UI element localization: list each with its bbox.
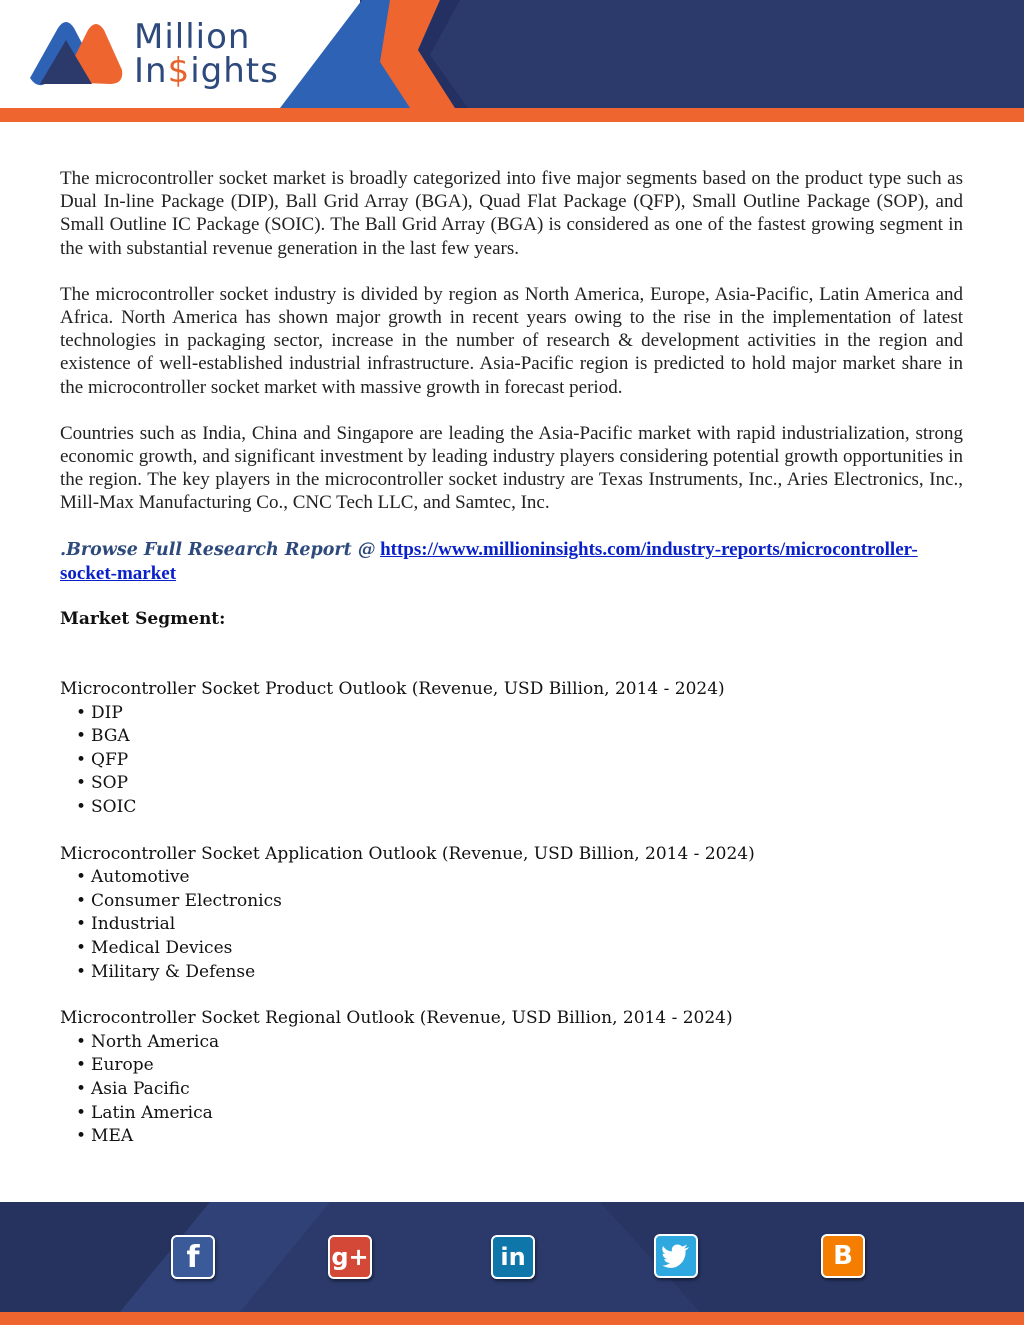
application-outlook (60, 843, 963, 985)
brand-logo (134, 17, 279, 91)
outlook-list (60, 866, 963, 984)
linkedin-glyph: in (500, 1243, 526, 1271)
browse-lead: .Browse Full Research Report @ (60, 539, 376, 560)
list-item: • QFP (76, 749, 963, 773)
brand-name-part: ights (190, 51, 279, 91)
list-item: • Consumer Electronics (76, 890, 963, 914)
product-outlook (60, 678, 963, 820)
outlook-list (60, 1031, 963, 1149)
market-segment-title: Market Segment: (60, 609, 226, 630)
list-item: • North America (76, 1031, 963, 1055)
page-header (0, 0, 1024, 122)
list-item: • SOIC (76, 796, 963, 820)
google-plus-glyph: g+ (331, 1243, 369, 1271)
twitter-bird-icon (662, 1244, 690, 1268)
list-item: • Asia Pacific (76, 1078, 963, 1102)
facebook-icon[interactable] (171, 1235, 215, 1279)
outlook-title: Microcontroller Socket Regional Outlook (Revenue, USD Billion, 2014 - 2024) (60, 1008, 733, 1029)
brand-dollar: $ (167, 51, 191, 91)
paragraph-key-players: Countries such as India, China and Singapore are leading the Asia-Pacific market with rapid industrialization, strong economic growth, and significant investment by leading industry players considering potential growth opportunities in the region. The key players in the microcontroller socket industry are Texas Instruments, Inc., Aries Electronics, Inc., Mill-Max Manufacturing Co., CNC Tech LLC, and Samtec, Inc. (60, 422, 963, 514)
linkedin-icon[interactable] (491, 1235, 535, 1279)
list-item: • SOP (76, 772, 963, 796)
report-link[interactable]: https://www.millioninsights.com/industry-reports/microcontroller-socket-market (60, 538, 918, 584)
regional-outlook (60, 1007, 963, 1149)
paragraph-product-segments: The microcontroller socket market is broadly categorized into five major segments based on the product type such as Dual In-line Package (DIP), Ball Grid Array (BGA), Quad Flat Package (QFP), Small Outline Package (SOP), and Small Outline IC Package (SOIC). The Ball Grid Array (BGA) is considered as one of the fastest growing segment in the with substantial revenue generation in the last few years. (60, 168, 963, 259)
list-item: • MEA (76, 1125, 963, 1149)
outlook-list (60, 702, 963, 820)
list-item: • DIP (76, 702, 963, 726)
twitter-icon[interactable] (654, 1234, 698, 1278)
list-item: • Automotive (76, 866, 963, 890)
blogger-icon[interactable] (821, 1234, 865, 1278)
list-item: • BGA (76, 725, 963, 749)
list-item: • Europe (76, 1054, 963, 1078)
list-item: • Industrial (76, 913, 963, 937)
outlook-title: Microcontroller Socket Product Outlook (Revenue, USD Billion, 2014 - 2024) (60, 679, 725, 700)
document-body (60, 167, 963, 1172)
google-plus-icon[interactable] (328, 1235, 372, 1279)
blogger-glyph: B (833, 1241, 853, 1271)
browse-report (60, 538, 963, 585)
list-item: • Military & Defense (76, 961, 963, 985)
brand-name-line2 (134, 51, 279, 91)
facebook-glyph: f (186, 1239, 200, 1275)
brand-name-part: In (134, 51, 168, 91)
outlook-title: Microcontroller Socket Application Outlook (Revenue, USD Billion, 2014 - 2024) (60, 843, 755, 864)
paragraph-regions: The microcontroller socket industry is divided by region as North America, Europe, Asia-Pacific, Latin America and Africa. North America has shown major growth in recent years owing to the rise in the implementation of latest technologies in packaging sector, increase in the number of research & development activities in the region and existence of well-established industrial infrastructure. Asia-Pacific region is predicted to hold major market share in the microcontroller socket market with massive growth in forecast period. (60, 283, 963, 398)
brand-name-line1: Million (134, 17, 251, 57)
list-item: • Latin America (76, 1102, 963, 1126)
list-item: • Medical Devices (76, 937, 963, 961)
